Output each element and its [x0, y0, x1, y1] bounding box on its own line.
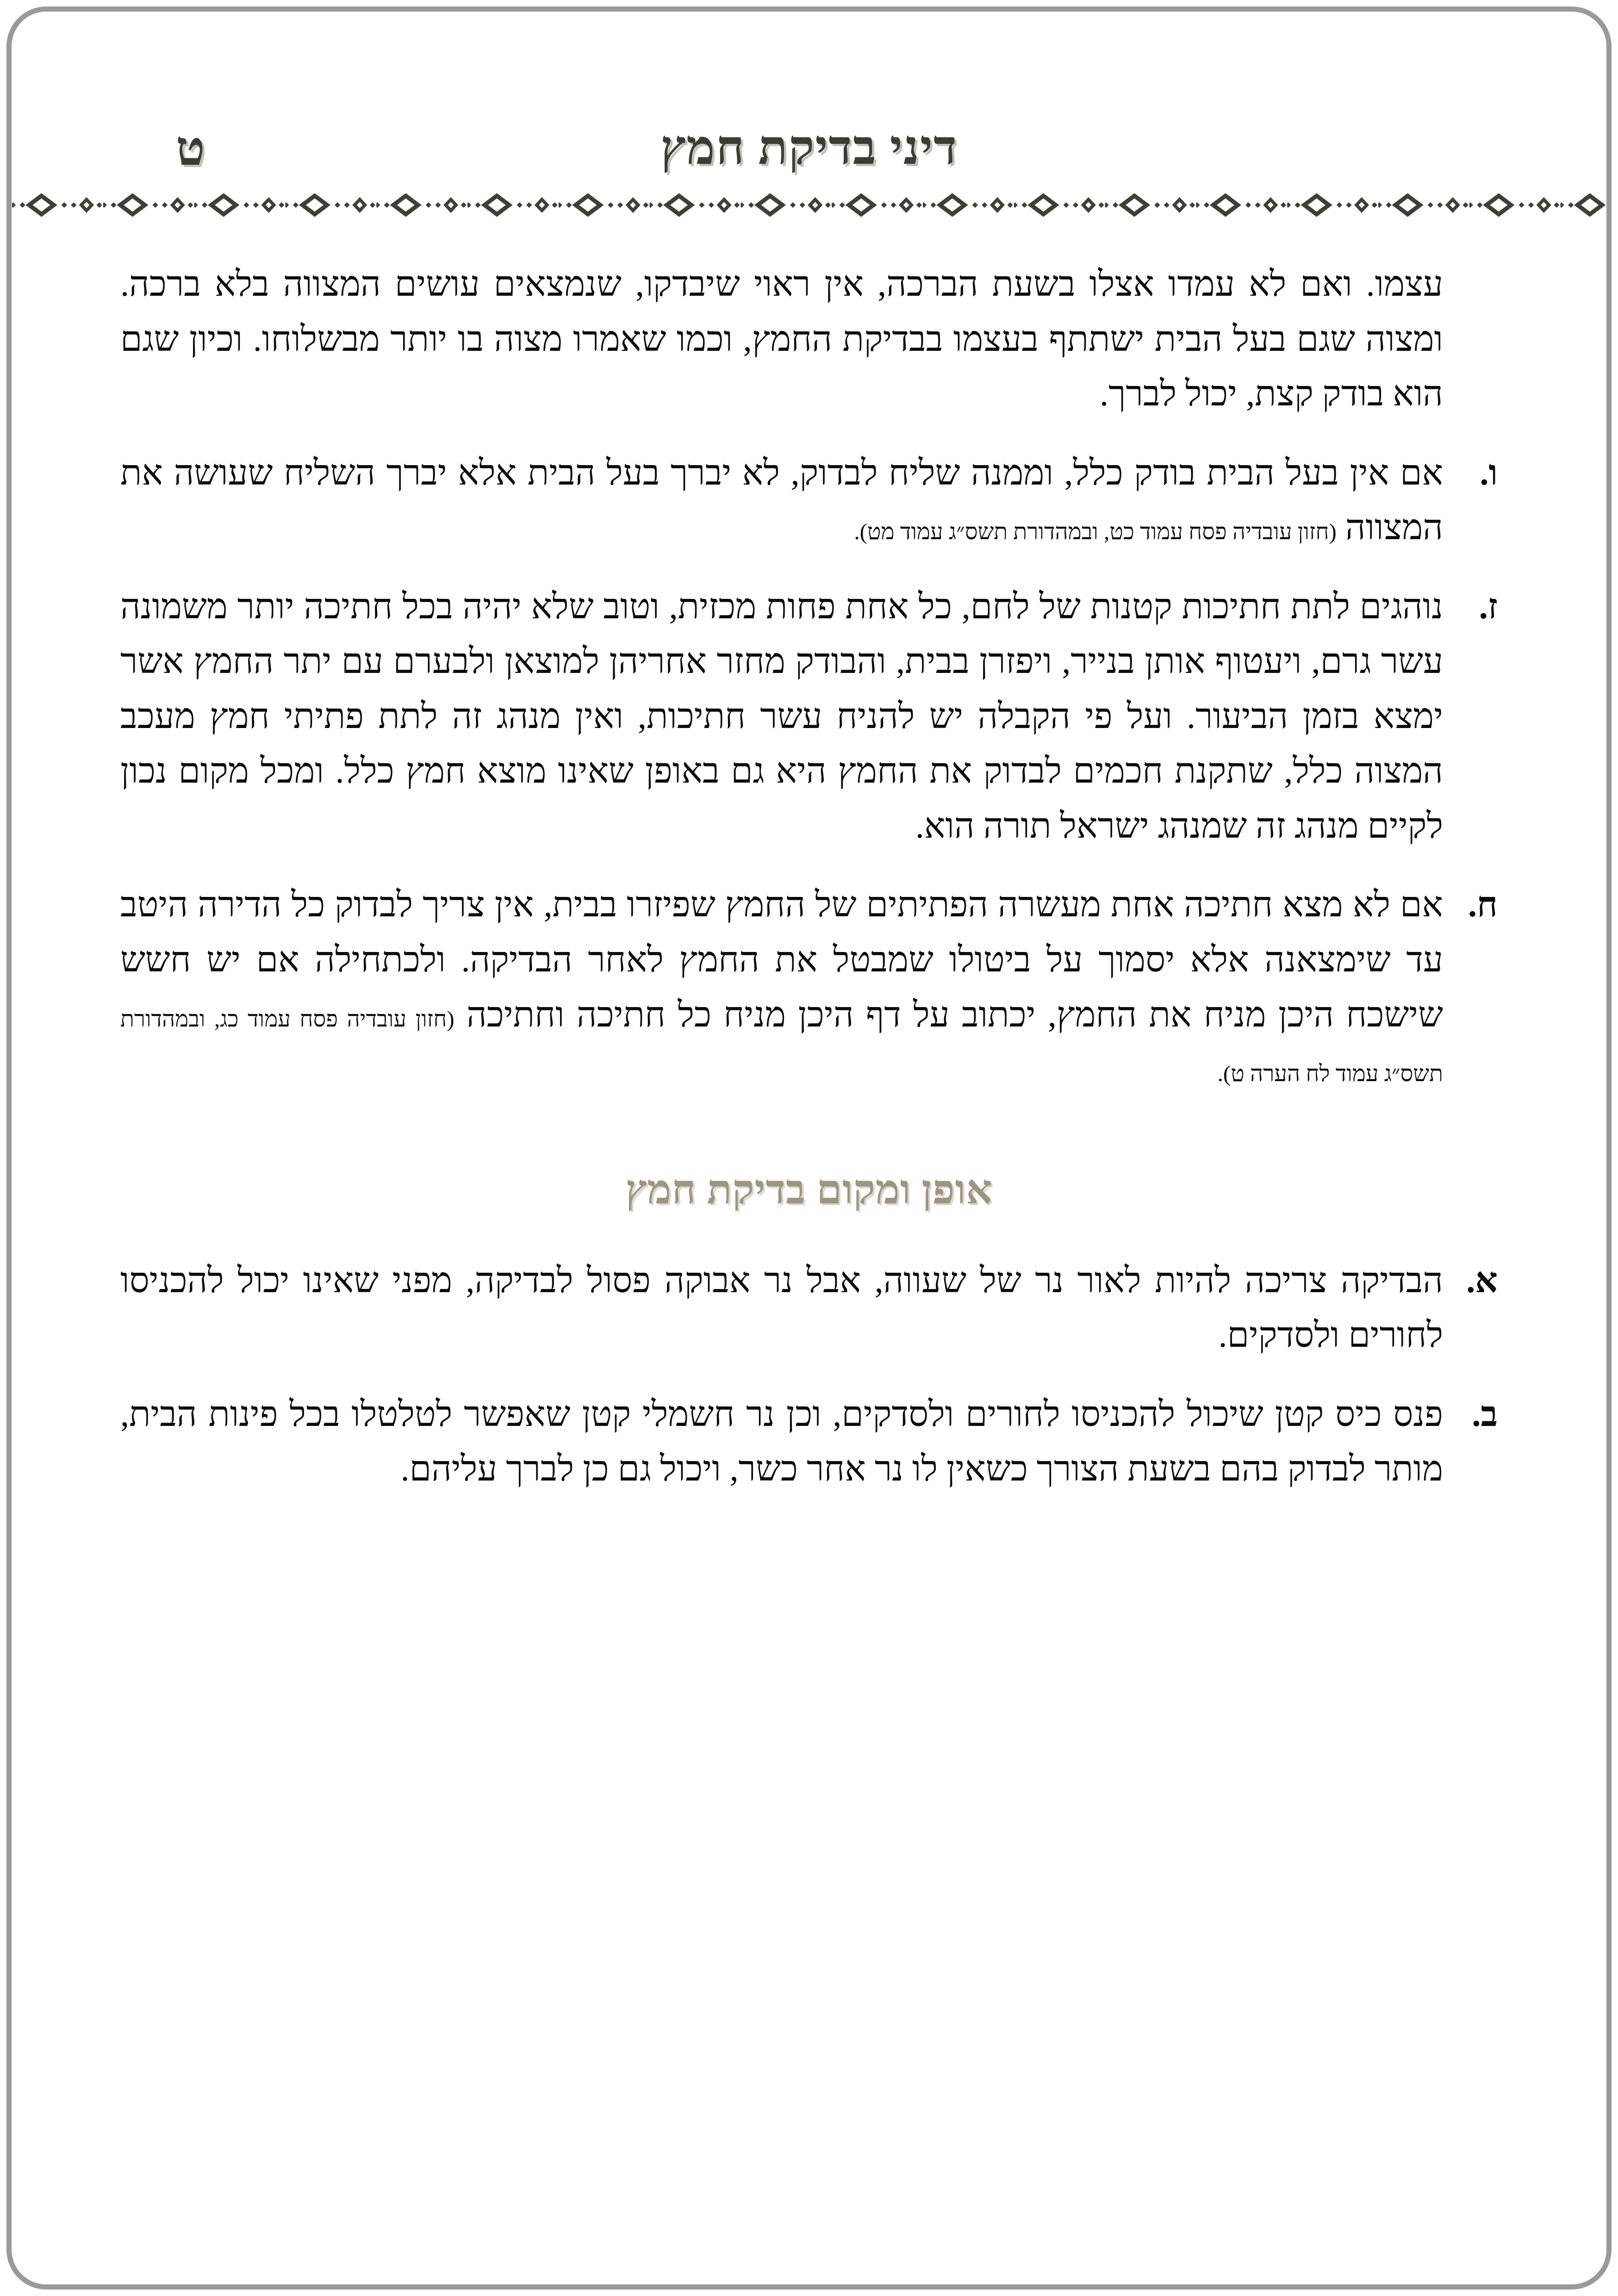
folio-number: ט [176, 122, 205, 175]
item-main-text: אם אין בעל הבית בודק כלל, וממנה שליח לבדוק, לא יברך בעל הבית אלא יברך השליח שעושה את המצווה [120, 453, 1443, 548]
item-main-text: אם לא מצא חתיכה אחת מעשרה הפתיתים של החמץ שפיזרו בבית, אין צריך לבדוק כל הדירה היטב עד שימצאנה אלא יסמוך על ביטולו שמבטל את החמץ לאחר הבדיקה. ולכתחילה אם יש חשש שישכח היכן מניח את החמץ, יכתוב על דף היכן מניח כל חתיכה וחתיכה [120, 885, 1443, 1034]
opening-paragraph: עצמו. ואם לא עמדו אצלו בשעת הברכה, אין ראוי שיבדקו, שנמצאים עושים המצווה בלא ברכה. ומצוה שגם בעל הבית ישתתף בעצמו בבדיקת החמץ, וכמו שאמרו מצוה בו יותר מבשלוחו. וכיון שגם הוא בודק קצת, יכול לברך. [120, 265, 1443, 414]
list-item [120, 446, 1498, 555]
ornamental-divider [12, 183, 1606, 227]
item-marker: ח. [1468, 885, 1498, 925]
item-main-text: פנס כיס קטן שיכול להכניסו לחורים ולסדקים, וכן נר חשמלי קטן שאפשר לטלטלו בכל פינות הבית, מותר לבדוק בהם בשעת הצורך כשאין לו נר אחר כשר, ויכול גם כן לברך עליהם. [120, 1394, 1443, 1489]
item-body [120, 1253, 1443, 1363]
item-body [120, 579, 1443, 854]
running-head [120, 97, 1498, 178]
list-item [120, 1387, 1498, 1497]
item-citation: (חזון עובדיה פסח עמוד כג, ובמהדורת תשס״ג עמוד לח הערה ט). [120, 1006, 1443, 1087]
item-main-text: נוהגים לתת חתיכות קטנות של לחם, כל אחת פחות מכזית, וטוב שלא יהיה בכל חתיכה יותר משמונה עשר גרם, ויעטוף אותן בנייר, ויפזרן בבית, והבודק מחזר אחריהן למוצאן ולבערם עם יתר החמץ אשר ימצא בזמן הביעור. ועל פי הקבלה יש להניח עשר חתיכות, ואין מנהג זה לתת פתיתי חמץ מעכב המצוה כלל, שתקנת חכמים לבדוק את החמץ היא גם באופן שאינו מוצא חמץ כלל. ומכל מקום נכון לקיים מנהג זה שמנהג ישראל תורה הוא. [120, 587, 1443, 846]
item-marker: ב. [1472, 1394, 1498, 1434]
item-marker: ו. [1480, 453, 1498, 492]
body-text [120, 257, 1498, 1497]
item-main-text: הבדיקה צריכה להיות לאור נר של שעווה, אבל נר אבוקה פסול לבדיקה, מפני שאינו יכול להכניסו לחורים ולסדקים. [120, 1261, 1443, 1355]
item-body [120, 877, 1443, 1097]
list-item [120, 877, 1498, 1097]
list-item [120, 579, 1498, 854]
section-heading: אופן ומקום בדיקת חמץ [625, 1167, 993, 1213]
item-body [120, 1387, 1443, 1497]
diamond-chain-ornament-icon [12, 183, 1606, 227]
page-title: דיני בדיקת חמץ [660, 121, 958, 174]
item-body [120, 446, 1443, 555]
item-marker: ז. [1479, 587, 1498, 626]
list-item [120, 1253, 1498, 1363]
item-citation: (חזון עובדיה פסח עמוד כט, ובמהדורת תשס״ג עמוד מט). [854, 519, 1337, 545]
item-marker: א. [1466, 1261, 1498, 1300]
